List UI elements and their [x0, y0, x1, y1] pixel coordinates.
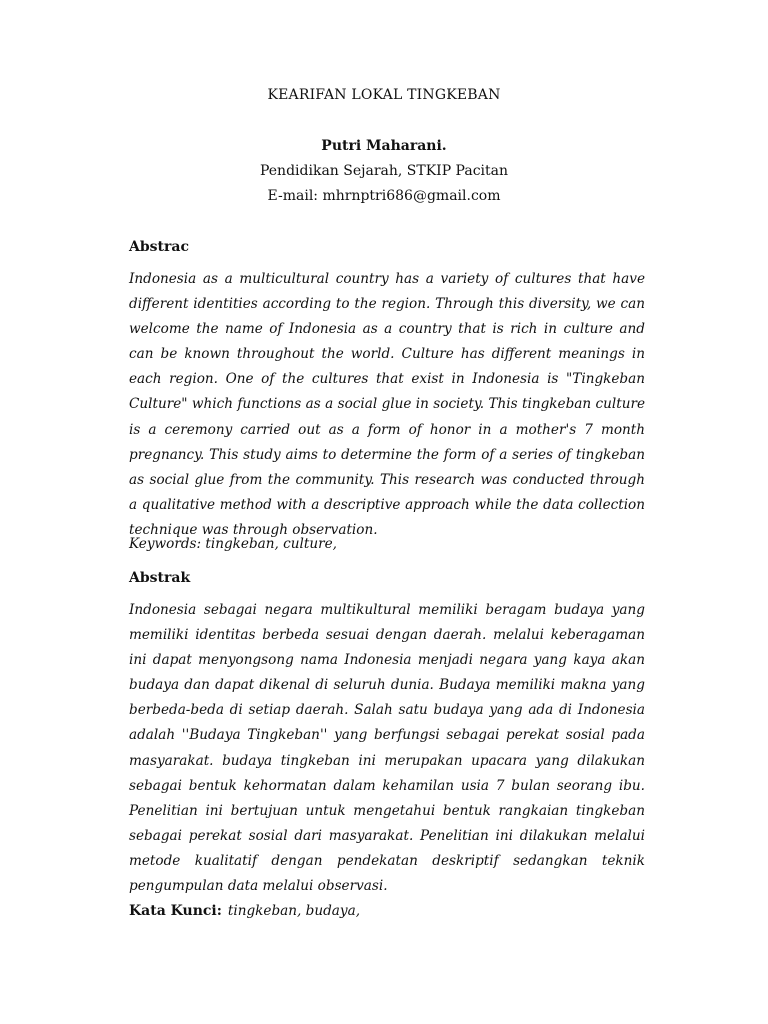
author-name: Putri Maharani. — [321, 138, 447, 154]
kata-kunci-label: Kata Kunci: — [129, 903, 222, 919]
keywords-line: Keywords: tingkeban, culture, — [129, 536, 337, 552]
abstrak-text: Indonesia sebagai negara multikultural memiliki beragam budaya yang memiliki identitas berbeda sesuai dengan daerah. melalui keberagaman ini dapat menyongsong nama Indonesia menjadi negara yang kaya akan budaya dan dapat dikenal di seluruh dunia. Budaya memiliki makna yang berbeda-beda di setiap daerah. Salah satu budaya yang ada di Indonesia adalah ''Budaya Tingkeban'' yang berfungsi sebagai perekat sosial pada masyarakat. budaya tingkeban ini merupakan upacara yang dilakukan sebagai bentuk kehormatan dalam kehamilan usia 7 bulan seorang ibu. Penelitian ini bertujuan untuk mengetahui bentuk rangkaian tingkeban sebagai perekat sosial dari masyarakat. Penelitian ini dilakukan melalui metode kualitatif dengan pendekatan deskriptif sedangkan teknik pengumpulan data melalui observasi. — [129, 602, 645, 895]
paper-title: KEARIFAN LOKAL TINGKEBAN — [267, 87, 501, 103]
abstrak-heading: Abstrak — [129, 570, 191, 586]
kata-kunci-value: tingkeban, budaya, — [227, 903, 361, 919]
author-email: E-mail: mhrnptri686@gmail.com — [267, 188, 501, 204]
author-affiliation: Pendidikan Sejarah, STKIP Pacitan — [259, 163, 509, 179]
abstract-text: Indonesia as a multicultural country has a variety of cultures that have different identities according to the region. Through this diversity, we can welcome the name of Indonesia as a country that is rich in culture and can be known throughout the world. Culture has different meanings in each region. One of the cultures that exist in Indonesia is "Tingkeban Culture" which functions as a social glue in society. This tingkeban culture is a ceremony carried out as a form of honor in a mother's 7 month pregnancy. This study aims to determine the form of a series of tingkeban as social glue from the community. This research was conducted through a qualitative method with a descriptive approach while the data collection technique was through observation. — [129, 271, 645, 538]
abstract-heading: Abstrac — [129, 239, 189, 255]
kata-kunci-line — [129, 903, 360, 919]
